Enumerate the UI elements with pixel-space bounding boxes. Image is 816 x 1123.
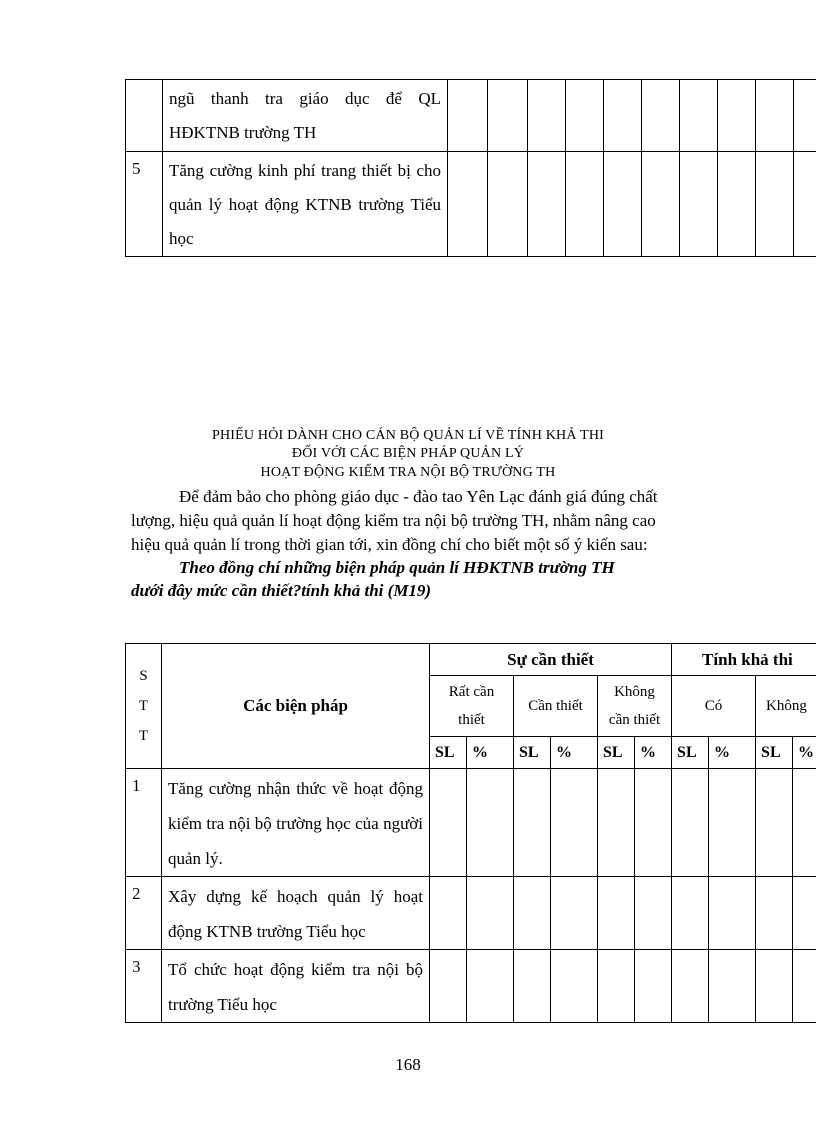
stt-letter-s: S (139, 668, 148, 684)
sl-header: SL (672, 737, 709, 769)
not-needed-line-1: Không (614, 684, 655, 700)
row-number: 2 (126, 877, 162, 950)
table-row (126, 152, 816, 257)
sl-header: SL (430, 737, 467, 769)
intro-line-2: lượng, hiệu quả quản lí hoạt động kiểm tra nội bộ trường TH, nhằm nâng cao (131, 511, 656, 530)
need-group-header: Sự cần thiết (430, 644, 672, 676)
stt-letter-t2: T (138, 728, 149, 744)
no-header: Không (756, 676, 816, 737)
table-row (126, 80, 816, 152)
very-needed-line-1: Rất cần (448, 684, 495, 700)
survey-title-line-2: ĐỐI VỚI CÁC BIỆN PHÁP QUẢN LÝ (291, 446, 525, 461)
measure-text: Tổ chức hoạt động kiểm tra nội bộ trường Tiểu học (162, 950, 430, 1023)
header-row (126, 644, 816, 676)
measure-text: Xây dựng kế hoạch quản lý hoạt động KTNB trường Tiểu học (162, 877, 430, 950)
feasible-group-header: Tính khả thi (672, 644, 816, 676)
measure-text: Tăng cường nhận thức về hoạt động kiểm tra nội bộ trường học của người quản lý. (162, 769, 430, 877)
very-needed-header (430, 676, 514, 737)
row-number (126, 80, 163, 152)
pct-header: % (467, 737, 514, 769)
sl-header: SL (756, 737, 793, 769)
pct-header: % (635, 737, 672, 769)
question-line-1: Theo đồng chí những biện pháp quản lí HĐKTNB trường TH (179, 558, 615, 577)
intro-line-1: Để đảm bảo cho phòng giáo dục - đào tao Yên Lạc đánh giá đúng chất (179, 487, 658, 506)
survey-table (125, 643, 816, 1023)
sl-header: SL (514, 737, 551, 769)
measures-header: Các biện pháp (162, 644, 430, 769)
not-needed-line-2: cần thiết (608, 712, 661, 728)
intro-line-3: hiệu quả quản lí trong thời gian tới, xin đồng chí cho biết một số ý kiến sau: (131, 535, 648, 554)
row-number: 1 (126, 769, 162, 877)
not-needed-header (598, 676, 672, 737)
table-row (126, 877, 816, 950)
measure-text: Tăng cường kinh phí trang thiết bị cho quản lý hoạt động KTNB trường Tiểu học (163, 152, 448, 257)
question-line-2: dưới đây mức cần thiết?tính khả thi (M19) (131, 581, 432, 600)
stt-header (126, 644, 162, 769)
table-row (126, 769, 816, 877)
very-needed-line-2: thiết (458, 712, 485, 728)
yes-header: Có (672, 676, 756, 737)
pct-header: % (551, 737, 598, 769)
row-number: 3 (126, 950, 162, 1023)
needed-header: Cần thiết (514, 676, 598, 737)
measure-text: ngũ thanh tra giáo dục để QL HĐKTNB trường TH (163, 80, 448, 152)
continuation-table (125, 79, 816, 257)
pct-header: % (793, 737, 816, 769)
page-number: 168 (395, 1055, 421, 1074)
stt-letter-t1: T (138, 698, 149, 714)
pct-header: % (709, 737, 756, 769)
survey-title-line-1: PHIẾU HỎI DÀNH CHO CÁN BỘ QUẢN LÍ VỀ TÍNH KHẢ THI (211, 428, 605, 443)
sl-header: SL (598, 737, 635, 769)
table-row (126, 950, 816, 1023)
survey-title-line-3: HOẠT ĐỘNG KIỂM TRA NỘI BỘ TRƯỜNG TH (260, 465, 556, 480)
row-number: 5 (126, 152, 163, 257)
